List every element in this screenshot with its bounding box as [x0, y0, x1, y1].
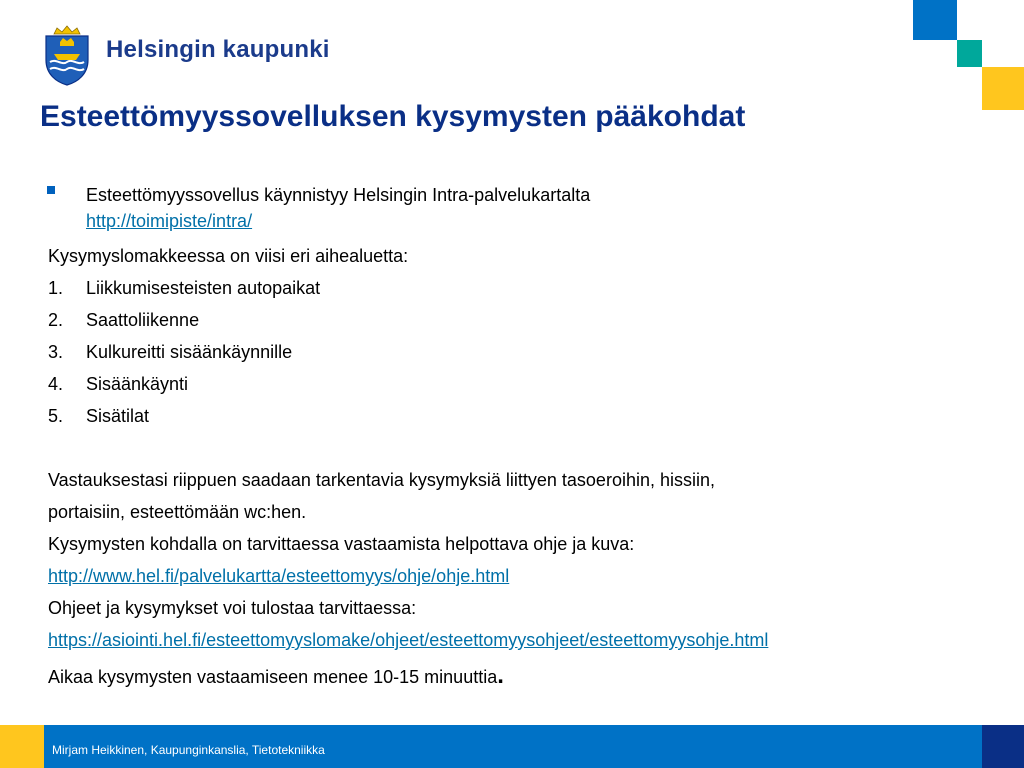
- list-text: Sisätilat: [86, 406, 150, 426]
- bullet-text: Esteettömyyssovellus käynnistyy Helsingin Intra-palvelukartalta: [86, 185, 591, 205]
- footer-yellow-block: [0, 725, 44, 768]
- bullet-square-icon: [47, 186, 55, 194]
- list-item: [48, 304, 988, 336]
- list-number: 1.: [48, 278, 64, 298]
- footer-text: Mirjam Heikkinen, Kaupunginkanslia, Tietotekniikka: [52, 743, 325, 757]
- paragraph-2: Kysymysten kohdalla on tarvittaessa vastaamista helpottava ohje ja kuva:: [48, 534, 635, 554]
- list-text: Liikkumisesteisten autopaikat: [86, 278, 321, 298]
- list-text: Saattoliikenne: [86, 310, 200, 330]
- list-item: [48, 336, 988, 368]
- paragraph-1-line-1: Vastauksestasi riippuen saadaan tarkentavia kysymyksiä liittyen tasoeroihin, hissiin,: [48, 470, 715, 490]
- paragraph-1-line-2: portaisiin, esteettömään wc:hen.: [48, 502, 307, 522]
- paragraph-4: [48, 660, 988, 693]
- print-instructions-link[interactable]: https://asiointi.hel.fi/esteettomyyslomake/ohjeet/esteettomyysohjeet/esteettomyysohje.html: [48, 630, 769, 650]
- list-number: 4.: [48, 374, 64, 394]
- footer-navy-block: [982, 725, 1024, 768]
- list-number: 5.: [48, 406, 64, 426]
- slide-content: [48, 182, 988, 693]
- list-text: Kulkureitti sisäänkäynnille: [86, 342, 293, 362]
- paragraph-4-period: .: [497, 662, 504, 689]
- brand-name: Helsingin kaupunki: [106, 36, 330, 63]
- accent-square-teal: [957, 40, 982, 67]
- bullet-item: [48, 182, 988, 234]
- list-item: [48, 368, 988, 400]
- help-link[interactable]: http://www.hel.fi/palvelukartta/esteettomyys/ohje/ohje.html: [48, 566, 510, 586]
- accent-square-yellow: [982, 67, 1024, 110]
- paragraph-3: Ohjeet ja kysymykset voi tulostaa tarvittaessa:: [48, 598, 417, 618]
- paragraph-4-text: Aikaa kysymysten vastaamiseen menee 10-15 minuuttia: [48, 667, 498, 687]
- slide-title: Esteettömyyssovelluksen kysymysten pääkohdat: [40, 100, 746, 133]
- list-number: 2.: [48, 310, 64, 330]
- list-item: [48, 400, 988, 432]
- intro-text: Kysymyslomakkeessa on viisi eri aihealuetta:: [48, 246, 409, 266]
- list-number: 3.: [48, 342, 64, 362]
- spacer: [48, 432, 988, 464]
- footer-bar: [0, 725, 1024, 768]
- list-text: Sisäänkäynti: [86, 374, 189, 394]
- list-item: [48, 272, 988, 304]
- helsinki-coat-of-arms-icon: [42, 24, 92, 86]
- accent-square-blue: [913, 0, 957, 40]
- intra-link[interactable]: http://toimipiste/intra/: [86, 211, 253, 231]
